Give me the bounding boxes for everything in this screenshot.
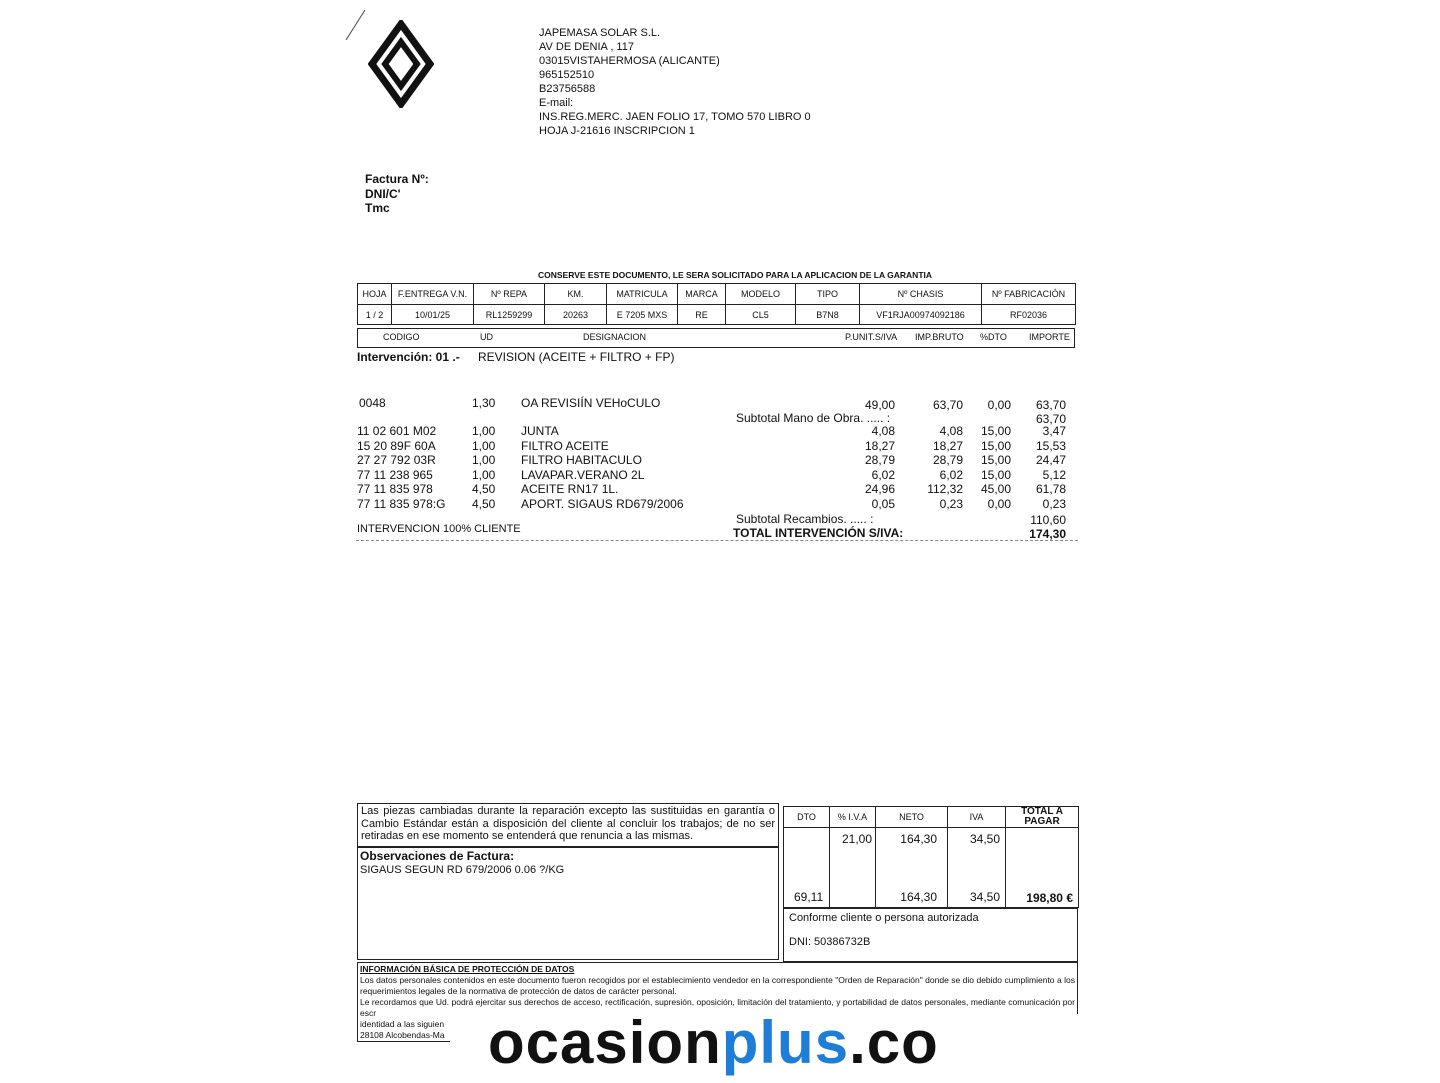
watermark-part1: ocasion [488, 1009, 722, 1076]
intervention-title: REVISION (ACEITE + FILTRO + FP) [478, 350, 675, 364]
hdr-matricula: MATRICULA [607, 284, 678, 305]
hdr-fabricacion: Nº FABRICACIÓN [982, 284, 1076, 305]
hdr-repa: Nº REPA [474, 284, 545, 305]
intervention-label: Intervención: 01 .- [357, 350, 460, 364]
dni-label: DNI/C' [365, 186, 401, 201]
total-intervention-value: 174,30 [1029, 527, 1066, 541]
company-address2: 03015VISTAHERMOSA (ALICANTE) [539, 55, 720, 67]
watermark-part3: .co [849, 1009, 939, 1076]
subtotal-labor-value: 63,70 [1035, 412, 1066, 426]
factura-label: Factura Nº: [365, 172, 429, 186]
privacy-p3: identidad a las siguien [360, 1019, 445, 1029]
part-ud: 4,50 [472, 497, 496, 511]
hdr-tipo: TIPO [796, 284, 860, 305]
part-desc: FILTRO HABITACULO [521, 453, 642, 468]
tot-row2-iva: 34,50 [969, 890, 1000, 904]
tot-hdr-iva-pct: % I.V.A [830, 807, 876, 828]
part-ud: 4,50 [472, 482, 496, 497]
privacy-p2: Le recordamos que Ud. podrá ejercitar sus derechos de acceso, rectificación, supresión, oposición, limitación del tratamiento, y portabilidad de datos personales, mediante comunicación por escr [360, 997, 1075, 1018]
tot-dto-cell [784, 828, 830, 908]
tot-neto-cell [876, 828, 948, 908]
observations-label: Observaciones de Factura: [360, 849, 515, 863]
header-row [358, 284, 1076, 305]
tot-ivapct-cell [830, 828, 876, 908]
part-importe: 0,23 [1042, 497, 1066, 511]
val-marca: RE [678, 305, 726, 325]
invoice-labels [365, 172, 429, 216]
part-code: 77 11 835 978:G [357, 497, 446, 511]
tot-row1-neto: 164,30 [900, 832, 937, 846]
company-registry2: HOJA J-21616 INSCRIPCION 1 [539, 125, 695, 137]
hdr-km: KM. [545, 284, 607, 305]
val-hoja: 1 / 2 [358, 305, 392, 325]
hdr-chasis: Nº CHASIS [860, 284, 982, 305]
totals-table [783, 806, 1079, 908]
line-columns-header [357, 328, 1075, 348]
part-punit: 28,79 [864, 453, 895, 468]
part-bruto: 4,08 [939, 424, 963, 438]
part-importe: 15,53 [1035, 438, 1066, 453]
part-punit: 24,96 [864, 482, 895, 497]
tot-row1-ivapct: 21,00 [841, 832, 872, 846]
part-importe: 61,78 [1035, 482, 1066, 497]
part-importe: 3,47 [1042, 424, 1066, 438]
col-impbruto: IMP.BRUTO [915, 332, 964, 342]
part-code: 77 11 238 965 [357, 467, 433, 482]
col-importe: IMPORTE [1029, 332, 1070, 342]
part-bruto: 18,27 [932, 438, 963, 453]
part-code: 27 27 792 03R [357, 453, 436, 468]
val-fabricacion: RF02036 [982, 305, 1076, 325]
privacy-p4: 28108 Alcobendas-Ma [360, 1030, 445, 1040]
dotted-separator [356, 540, 1078, 541]
signature-label: Conforme cliente o persona autorizada [789, 912, 979, 924]
part-dto: 15,00 [980, 453, 1011, 468]
hdr-hoja: HOJA [358, 284, 392, 305]
part-dto: 0,00 [987, 497, 1011, 511]
part-bruto: 6,02 [939, 467, 963, 482]
val-km: 20263 [545, 305, 607, 325]
legal-notice-box [357, 803, 779, 847]
part-dto: 15,00 [980, 424, 1011, 438]
part-code: 11 02 601 M02 [357, 424, 437, 438]
subtotal-parts-value: 110,60 [1030, 513, 1066, 527]
privacy-p1: Los datos personales contenidos en este documento fueron recogidos por el establecimiento vendedor en la correspondiente "Orden de Reparación" donde se dio debido cumplimiento a los requerimientos legales de la normativa de protección de datos de carácter personal. [360, 975, 1075, 996]
col-punit: P.UNIT.S/IVA [845, 332, 898, 342]
part-dto: 15,00 [980, 467, 1011, 482]
observations-text: SIGAUS SEGUN RD 679/2006 0.06 ?/KG [360, 864, 565, 876]
tot-row2-neto: 164,30 [900, 890, 937, 904]
signature-dni: DNI: 50386732B [789, 936, 871, 948]
part-punit: 0,05 [871, 497, 895, 511]
part-desc: JUNTA [521, 424, 559, 438]
val-repa: RL1259299 [474, 305, 545, 325]
company-phone: 965152510 [539, 69, 595, 81]
company-address1: AV DE DENIA , 117 [539, 41, 634, 53]
client-note: INTERVENCION 100% CLIENTE [357, 523, 521, 535]
tot-row1-iva: 34,50 [969, 832, 1000, 846]
part-punit: 18,27 [864, 438, 895, 453]
total-intervention-label: TOTAL INTERVENCIÓN S/IVA: [733, 526, 904, 540]
subtotal-parts-label: Subtotal Recambios. ..... : [736, 512, 874, 526]
val-tipo: B7N8 [796, 305, 860, 325]
labor-punit: 49,00 [864, 398, 895, 412]
val-matricula: E 7205 MXS [607, 305, 678, 325]
hdr-modelo: MODELO [726, 284, 796, 305]
part-importe: 5,12 [1042, 467, 1066, 482]
company-cif: B23756588 [539, 83, 596, 95]
part-desc: ACEITE RN17 1L. [521, 482, 619, 497]
part-ud: 1,00 [472, 438, 496, 453]
totals-data-row [784, 828, 1079, 908]
company-info [539, 26, 811, 138]
watermark-brand [488, 1003, 939, 1083]
part-importe: 24,47 [1035, 453, 1066, 468]
tot-hdr-total: TOTAL A PAGAR [1006, 807, 1079, 828]
part-ud: 1,00 [472, 453, 496, 468]
vehicle-header-table [357, 283, 1076, 325]
tot-row2-dto: 69,11 [794, 890, 824, 904]
part-desc: FILTRO ACEITE [521, 438, 609, 453]
warranty-notice: CONSERVE ESTE DOCUMENTO, LE SERA SOLICITADO PARA LA APLICACION DE LA GARANTIA [538, 270, 933, 280]
tot-total-cell [1006, 828, 1079, 908]
privacy-title: INFORMACIÓN BÁSICA DE PROTECCIÓN DE DATOS [360, 964, 575, 974]
part-punit: 4,08 [871, 424, 895, 438]
val-chasis: VF1RJA00974092186 [860, 305, 982, 325]
labor-importe: 63,70 [1035, 398, 1066, 412]
part-ud: 1,00 [472, 467, 496, 482]
watermark-part2: plus [721, 1009, 850, 1076]
observations-box [357, 847, 779, 960]
part-dto: 45,00 [980, 482, 1011, 497]
val-fentrega: 10/01/25 [392, 305, 474, 325]
part-code: 77 11 835 978 [357, 482, 433, 497]
brand-logo [368, 20, 434, 108]
col-designacion: DESIGNACION [583, 332, 647, 342]
legal-notice-text: Las piezas cambiadas durante la reparación excepto las sustituidas en garantía o Cambio Estándar están a disposición del cliente al concluir los trabajos; de no ser retiradas en ese momento se entenderá que renuncia a las mismas. [361, 805, 775, 842]
val-modelo: CL5 [726, 305, 796, 325]
company-name: JAPEMASA SOLAR S.L. [539, 27, 661, 39]
part-bruto: 28,79 [932, 453, 963, 468]
tot-hdr-iva: IVA [948, 807, 1006, 828]
col-ud: UD [480, 332, 493, 342]
part-desc: APORT. SIGAUS RD679/2006 [521, 497, 684, 511]
part-bruto: 112,32 [927, 482, 963, 497]
labor-bruto: 63,70 [932, 398, 963, 412]
company-registry1: INS.REG.MERC. JAEN FOLIO 17, TOMO 570 LIBRO 0 [539, 111, 811, 123]
labor-dto: 0,00 [987, 398, 1011, 412]
value-row [358, 305, 1076, 325]
tot-row2-total: 198,80 € [1026, 891, 1073, 905]
tmo-label: Tmc [365, 201, 390, 215]
hdr-fentrega: F.ENTREGA V.N. [392, 284, 474, 305]
tot-hdr-neto: NETO [876, 807, 948, 828]
totals-header-row [784, 807, 1079, 828]
hdr-marca: MARCA [678, 284, 726, 305]
labor-desc: OA REVISIÍN VEHoCULO [521, 396, 661, 410]
part-ud: 1,00 [472, 424, 496, 438]
company-email: E-mail: [539, 97, 574, 109]
labor-code: 0048 [359, 396, 386, 410]
part-bruto: 0,23 [939, 497, 963, 511]
subtotal-labor-label: Subtotal Mano de Obra. ..... : [736, 411, 891, 425]
part-code: 15 20 89F 60A [357, 438, 436, 453]
part-desc: LAVAPAR.VERANO 2L [521, 467, 645, 482]
tot-hdr-dto: DTO [784, 807, 830, 828]
part-punit: 6,02 [871, 467, 895, 482]
col-dto: %DTO [980, 332, 1007, 342]
col-codigo: CODIGO [383, 332, 420, 342]
scan-mark [343, 8, 367, 42]
signature-box [783, 908, 1078, 962]
tot-iva-cell [948, 828, 1006, 908]
labor-ud: 1,30 [472, 396, 496, 410]
part-dto: 15,00 [980, 438, 1011, 453]
